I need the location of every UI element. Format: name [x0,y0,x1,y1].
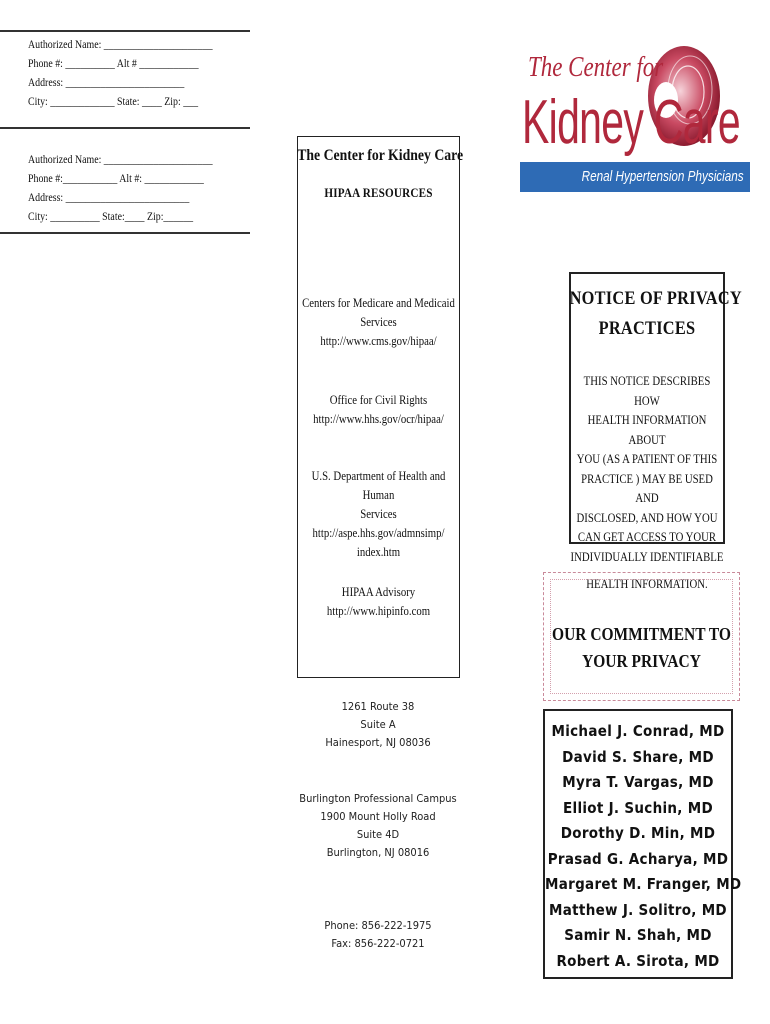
authorization-form-1 [28,36,213,112]
cms-resource [297,294,460,351]
physician-name: Elliot J. Suchin, MD [563,798,713,817]
ocr-name: Office for Civil Rights [329,393,428,407]
notice-line: HEALTH INFORMATION ABOUT [587,413,707,447]
bottom-divider [0,232,250,234]
top-divider [0,30,250,32]
physician-name: Dorothy D. Min, MD [560,824,716,842]
notice-line: PRACTICE ) MAY BE USED AND [581,471,713,505]
notice-description [570,372,725,595]
notice-line: THIS NOTICE DESCRIBES HOW [583,374,711,408]
physicians-box [543,709,742,979]
commitment-box [543,572,740,701]
physician-name: Prasad G. Acharya, MD [547,849,729,868]
phone-field: Phone #: __________ Alt # ____________ [28,58,199,70]
contact-numbers [298,917,458,953]
physician-name: Myra T. Vargas, MD [562,773,714,791]
commitment-line1: OUR COMMITMENT TO [552,624,731,644]
commitment-heading [547,621,735,675]
address-line: Suite A [360,718,396,731]
notice-box [569,272,742,591]
logo-tagline: Renal Hypertension Physicians [582,168,744,185]
cms-name-cont: Services [360,315,397,329]
hhs-link[interactable]: http://aspe.hhs.gov/admnsimp/ [312,526,445,540]
logo-top-text: The Center for [528,52,664,83]
hhs-name: U.S. Department of Health and Human [311,469,446,502]
hainesport-address [298,698,458,752]
physicians-list [545,711,742,974]
logo-main-text: Kidney Care [522,88,740,157]
hipaa-resources-box [297,136,464,678]
address-line: Burlington, NJ 08016 [326,846,430,859]
fax-number: Fax: 856-222-0721 [331,937,425,950]
middle-divider [0,127,250,129]
authorization-form-2 [28,151,213,227]
address-line: Suite 4D [356,828,400,841]
commitment-line2: YOUR PRIVACY [582,651,701,671]
notice-line: DISCLOSED, AND HOW YOU [576,510,718,525]
address-field: Address: _________________________ [28,192,190,204]
ocr-link[interactable]: http://www.hhs.gov/ocr/hipaa/ [313,412,444,426]
advisory-resource [297,583,460,621]
hhs-name-cont: Services [360,507,397,521]
hhs-link-cont[interactable]: index.htm [356,545,401,559]
advisory-name: HIPAA Advisory [341,585,416,599]
city-state-zip-field: City: __________ State:____ Zip:______ [28,211,194,223]
notice-title-line2: PRACTICES [598,318,696,339]
physician-name: David S. Share, MD [562,747,714,766]
resources-title: The Center for Kidney Care [297,147,464,164]
phone-field: Phone #:___________ Alt #: ____________ [28,173,204,185]
ocr-resource [297,391,460,429]
address-line: Hainesport, NJ 08036 [325,736,431,749]
physician-name: Margaret M. Franger, MD [545,875,742,893]
phone-number: Phone: 856-222-1975 [324,919,432,932]
notice-line: HEALTH INFORMATION. [586,577,708,591]
cms-name: Centers for Medicare and Medicaid [302,296,455,310]
authorized-name-field: Authorized Name: ______________________ [28,154,213,166]
advisory-link[interactable]: http://www.hipinfo.com [326,604,431,618]
authorized-name-field: Authorized Name: ______________________ [28,39,213,51]
notice-title-line1: NOTICE OF PRIVACY [569,288,742,309]
logo-tagline-bar [520,162,750,192]
physician-name: Matthew J. Solitro, MD [549,900,727,919]
address-line: 1900 Mount Holly Road [320,810,436,823]
physician-name: Michael J. Conrad, MD [551,722,725,740]
address-line: Burlington Professional Campus [299,792,457,805]
city-state-zip-field: City: _____________ State: ____ Zip: ___ [28,96,199,108]
kidney-care-logo [520,40,750,195]
cms-link[interactable]: http://www.cms.gov/hipaa/ [320,334,437,348]
physician-name: Robert A. Sirota, MD [556,951,720,970]
notice-line: CAN GET ACCESS TO YOUR [577,530,717,544]
hhs-resource [297,467,460,562]
address-line: 1261 Route 38 [341,700,415,713]
resources-subtitle: HIPAA RESOURCES [324,185,433,200]
physician-name: Samir N. Shah, MD [564,926,712,944]
address-field: Address: ________________________ [28,77,185,89]
notice-line: YOU (AS A PATIENT OF THIS [576,452,718,466]
burlington-address [298,790,458,862]
notice-line: INDIVIDUALLY IDENTIFIABLE [570,549,724,564]
